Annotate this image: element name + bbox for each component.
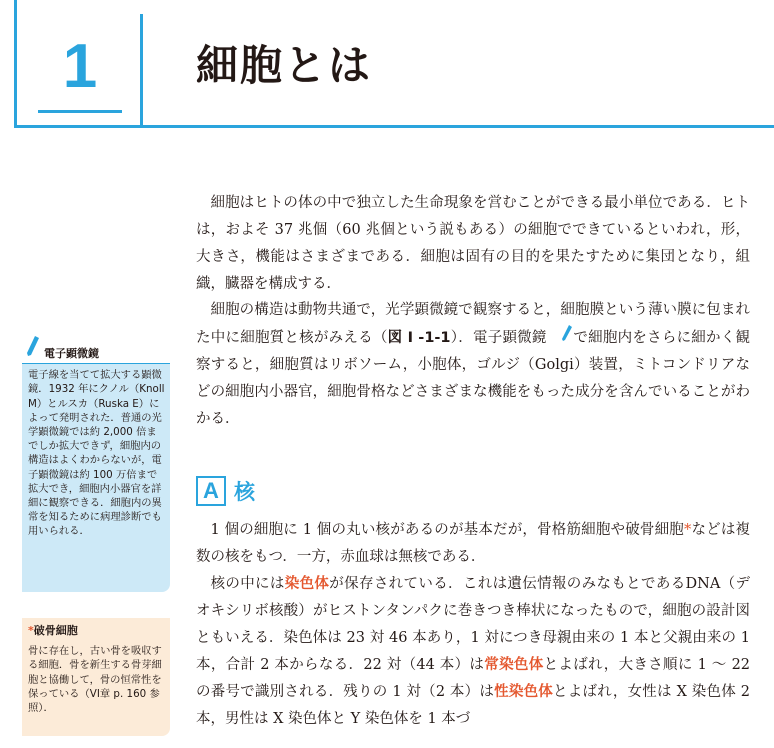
sidebar-osteoclast-title: 破骨細胞: [33, 624, 78, 637]
chapter-number-underline: [38, 110, 122, 113]
sidebar-electron-microscope-body: 電子線を当てて拡大する顕微鏡．1932 年にクノル（Knoll M）とルスカ（Ruska E）によって発明された．普通の光学顕微鏡では約 2,000 倍までしか拡大できず，細胞内の構造はよくわからないが，電子顕微鏡は約 100 万倍まで拡大でき，細胞内小器官を詳細に観察できる．細胞内の異常を知るために病理診断でも用いられる．: [28, 369, 165, 538]
chapter-divider: [140, 14, 143, 128]
nucleus-p2-d: とよばれ，女性は X 染色体 2 本，男性は X 染色体と Y 染色体を 1 本づ: [196, 684, 750, 727]
nucleus-p2-b: が保存されている．これは遺伝情報のみなもとであるDNA（デオキシリボ核酸）がヒストンタンパクに巻きつき棒状になったもので，細胞の設計図ともいえる．染色体は 23 対 46 本あり，1 対につき母親由来の 1 本と父親由来の 1 本，合計 2 本からなる．22 対（44 本）は: [196, 576, 751, 673]
intro-paragraph-2: [196, 297, 750, 433]
intro-p2-c: で細胞内をさらに細かく観察すると，細胞質はリボソーム，小胞体，ゴルジ（Golgi）装置，ミトコンドリアなどの細胞内小器官，細胞骨格などさまざまな機能をもった成分を含んでいることがわかる．: [196, 330, 751, 427]
nucleus-p2: [196, 571, 750, 733]
sidebar-osteoclast-body: 骨に存在し，古い骨を吸収する細胞．骨を新生する骨芽細胞と協働して，骨の恒常性を保っている（VI章 p. 160 参照）．: [28, 645, 162, 715]
figure-reference[interactable]: 図 I -1-1: [387, 330, 451, 346]
intro-p1-text: 細胞はヒトの体の中で独立した生命現象を営むことができる最小単位である．ヒトは，およそ 37 兆個（60 兆個という説もある）の細胞でできているといわれ，形，大きさ，機能はさまざまである．細胞は固有の目的を果たすために集団となり，組織，臓器を構成する．: [196, 195, 750, 292]
intro-p2-text: [196, 297, 750, 433]
osteoclast-note-marker[interactable]: *: [684, 522, 692, 538]
term-autosome: 常染色体: [484, 657, 544, 673]
pen-icon: [26, 335, 40, 361]
intro-p2-a: 細胞の構造は動物共通で，光学顕微鏡で観察すると，細胞膜という薄い膜に包まれた中に細胞質と核がみえる（: [196, 302, 750, 346]
nucleus-p1-b: などは複数の核をもつ．一方，赤血球は無核である．: [196, 522, 751, 565]
chapter-header-frame: [14, 0, 774, 128]
sidebar-electron-microscope-box: [22, 364, 170, 592]
term-sex-chromosome: 性染色体: [494, 684, 554, 700]
term-chromosome: 染色体: [284, 576, 330, 592]
sidebar-osteoclast-box: [22, 618, 170, 736]
chapter-number: 1: [62, 32, 98, 101]
nucleus-p1-a: 1 個の細胞に 1 個の丸い核があるのが基本だが，骨格筋細胞や破骨細胞: [210, 522, 684, 538]
nucleus-p1: [196, 517, 750, 571]
nucleus-p2-c: とよばれ，大きさ順に 1 ～ 22 の番号で識別される．残りの 1 対（2 本）は: [196, 657, 751, 700]
section-title: 核: [234, 480, 255, 504]
pen-icon: [547, 324, 574, 352]
sidebar-electron-microscope-heading: [22, 335, 170, 364]
sidebar-electron-microscope: [22, 335, 170, 592]
nucleus-p2-a: 核の中には: [210, 576, 285, 592]
intro-p2-b: ）．電子顕微鏡: [450, 330, 547, 346]
chapter-title: 細胞とは: [196, 41, 373, 90]
sidebar-osteoclast-heading: [28, 624, 165, 638]
section-letter: A: [196, 476, 226, 506]
nucleus-text: [196, 517, 750, 733]
sidebar-osteoclast: [22, 618, 170, 736]
sidebar-electron-microscope-title: 電子顕微鏡: [44, 347, 99, 360]
sidebar-osteoclast-asterisk: *: [28, 624, 34, 637]
section-a-heading: [196, 476, 255, 506]
intro-paragraph-1: [196, 190, 750, 298]
